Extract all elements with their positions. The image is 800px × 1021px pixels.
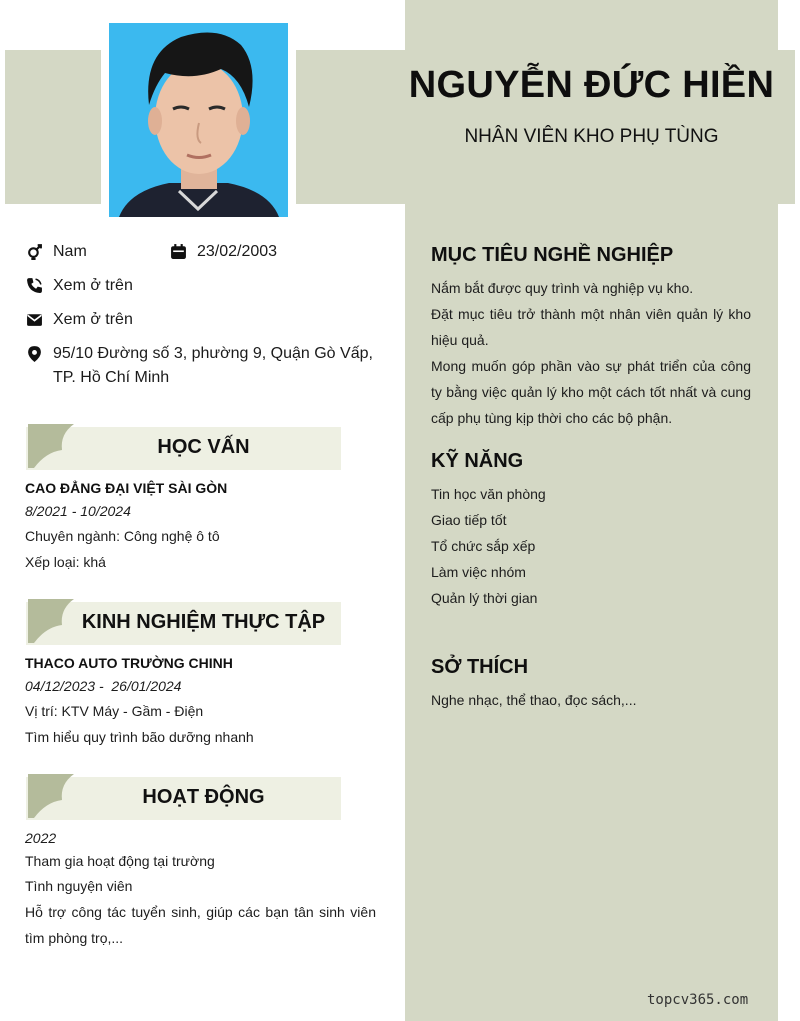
internship-title: KINH NGHIỆM THỰC TẬP	[81, 611, 326, 633]
header-band-middle	[296, 50, 405, 204]
skill-item: Làm việc nhóm	[431, 564, 526, 580]
education-title: HỌC VẤN	[157, 436, 250, 458]
address-line-1: 95/10 Đường số 3, phường 9, Quận Gò Vấp,	[53, 345, 373, 362]
email-row	[26, 308, 133, 332]
phone-value: Xem ở trên	[53, 277, 133, 294]
site-watermark: topcv365.com	[647, 992, 749, 1008]
hobbies-title: SỞ THÍCH	[431, 656, 529, 678]
internship-company: THACO AUTO TRƯỜNG CHINH	[25, 655, 233, 671]
birthday-row	[170, 240, 277, 264]
header-band-left	[5, 50, 101, 204]
education-rank: Xếp loại: khá	[25, 554, 106, 570]
skill-item: Quản lý thời gian	[431, 590, 538, 606]
portrait-illustration	[109, 23, 288, 217]
education-header	[26, 422, 341, 470]
internship-position: Vị trí: KTV Máy - Gầm - Điện	[25, 703, 204, 719]
activities-year: 2022	[25, 830, 57, 846]
objective-line: Mong muốn góp phần vào sự phát triển của công ty bằng việc quản lý kho một cách tốt nhất và cung cấp phụ tùng kịp thời cho các bộ phận.	[431, 358, 751, 426]
education-period: 8/2021 - 10/2024	[25, 503, 131, 519]
objective-line: Nắm bắt được quy trình và nghiệp vụ kho.	[431, 280, 694, 296]
activity-item: Tình nguyện viên	[25, 878, 133, 894]
activities-header	[26, 772, 341, 820]
skill-item: Giao tiếp tốt	[431, 512, 507, 528]
gender-icon	[26, 243, 43, 260]
phone-row	[26, 274, 133, 298]
address-row	[26, 342, 373, 390]
birthday-value: 23/02/2003	[197, 243, 278, 260]
skills-title: KỸ NĂNG	[431, 450, 524, 472]
internship-period: 04/12/2023 - 26/01/2024	[25, 678, 182, 694]
skill-item: Tổ chức sắp xếp	[431, 538, 536, 554]
gender-row	[26, 240, 87, 264]
address-value	[53, 342, 373, 390]
skill-item: Tin học văn phòng	[431, 486, 546, 502]
objective-line: Đặt mục tiêu trở thành một nhân viên quản lý kho hiệu quả.	[431, 306, 751, 348]
internship-task: Tìm hiểu quy trình bão dưỡng nhanh	[25, 729, 254, 745]
candidate-name: NGUYỄN ĐỨC HIỀN	[408, 64, 775, 106]
activity-item: Hỗ trợ công tác tuyển sinh, giúp các bạn tân sinh viên tìm phòng trọ,...	[25, 904, 376, 946]
internship-header	[26, 597, 341, 645]
email-value: Xem ở trên	[53, 311, 133, 328]
education-major: Chuyên ngành: Công nghệ ô tô	[25, 528, 220, 544]
profile-photo	[109, 23, 288, 217]
phone-icon	[26, 277, 43, 294]
objective-title: MỤC TIÊU NGHỀ NGHIỆP	[431, 244, 674, 266]
activities-title: HOẠT ĐỘNG	[142, 786, 265, 808]
calendar-icon	[170, 243, 187, 260]
email-icon	[26, 311, 43, 328]
activity-item: Tham gia hoạt động tại trường	[25, 853, 215, 869]
hobbies-text: Nghe nhạc, thể thao, đọc sách,...	[431, 692, 637, 708]
location-pin-icon	[26, 345, 43, 362]
education-school: CAO ĐẲNG ĐẠI VIỆT SÀI GÒN	[25, 480, 228, 496]
header-band-right	[778, 50, 795, 204]
address-line-2: TP. Hồ Chí Minh	[53, 369, 170, 386]
gender-value: Nam	[53, 243, 87, 260]
job-title: NHÂN VIÊN KHO PHỤ TÙNG	[464, 126, 719, 147]
